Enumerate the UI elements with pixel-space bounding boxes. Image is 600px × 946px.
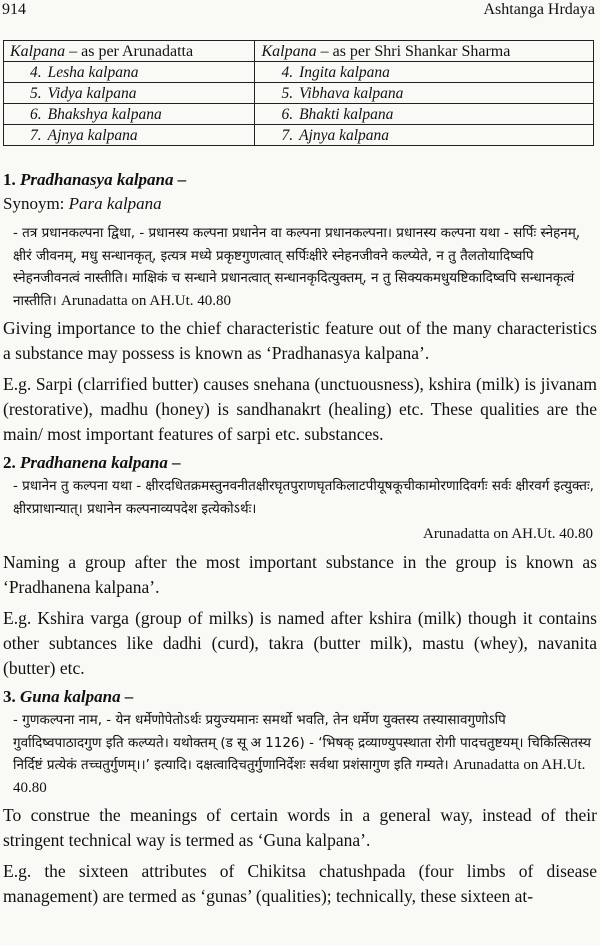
sanskrit-quote xyxy=(13,709,597,799)
heading-text: Pradhanena kalpana – xyxy=(20,453,181,472)
item-number: 4. xyxy=(281,63,294,81)
heading-number: 2. xyxy=(3,453,16,472)
table-cell xyxy=(255,125,594,146)
kalpana-name: Lesha kalpana xyxy=(47,63,139,81)
table-cell xyxy=(4,125,255,146)
table-cell xyxy=(4,83,255,104)
table-cell xyxy=(255,83,594,104)
table-cell xyxy=(255,62,594,83)
section-pradhanena xyxy=(3,451,597,681)
table-cell xyxy=(255,104,594,125)
item-number: 5. xyxy=(30,84,42,102)
table-cell xyxy=(4,62,255,83)
heading-number: 3. xyxy=(3,687,16,706)
item-number: 7. xyxy=(281,126,294,144)
table-header-cell: Kalpana – as per Shri Shankar Sharma xyxy=(255,41,594,62)
kalpana-name: Bhakti kalpana xyxy=(299,105,394,123)
running-title: Ashtanga Hrdaya xyxy=(483,1,595,18)
heading-text: Pradhanasya kalpana – xyxy=(20,170,187,189)
synonym-line xyxy=(3,192,597,216)
quote-source: Arunadatta on AH.Ut. 40.80 xyxy=(13,757,586,796)
item-number: 7. xyxy=(30,126,42,144)
table-row xyxy=(4,83,594,104)
heading-text: Guna kalpana – xyxy=(20,687,134,706)
sanskrit-quote xyxy=(13,222,597,312)
table-row xyxy=(4,62,594,83)
kalpana-name: Ajnya kalpana xyxy=(47,126,138,144)
synonym-value: Para kalpana xyxy=(68,194,162,213)
paragraph: E.g. Kshira varga (group of milks) is named after kshira (milk) though it contains other subtances like dadhi (curd), takra (butter milk), mastu (whey), navanita (butter) etc. xyxy=(3,608,597,678)
paragraph: E.g. Sarpi (clarrified butter) causes snehana (unctuousness), kshira (milk) is jivanam (restorative), madhu (honey) is sandhanakrt (healing) etc. These qualities are the main/ most important features of sarpi etc. substances. xyxy=(3,374,597,444)
paragraph: To construe the meanings of certain words in a general way, instead of their stringent technical way is termed as ‘Guna kalpana’. xyxy=(3,805,597,850)
table-header-cell: Kalpana – as per Arunadatta xyxy=(4,41,255,62)
section-pradhanasya xyxy=(3,168,597,447)
table-cell xyxy=(4,104,255,125)
kalpana-name: Ajnya kalpana xyxy=(299,126,390,144)
kalpana-name: Vidya kalpana xyxy=(47,84,137,102)
kalpana-name: Vibhava kalpana xyxy=(299,84,404,102)
section-heading xyxy=(3,451,597,475)
kalpana-comparison-table xyxy=(3,40,594,146)
table-row xyxy=(4,104,594,125)
section-heading xyxy=(3,685,597,709)
item-number: 6. xyxy=(30,105,42,123)
section-guna xyxy=(3,685,597,909)
sanskrit-quote: - प्रधानेन तु कल्पना यथा - क्षीरदधितक्रमस्तुनवनीतक्षीरघृतपुराणघृतकिलाटपीयूषकूचीकामोरणादिवर्गः सर्वः क्षीरवर्ग इत्युक्तः, क्षीरप्राधान्यात्। प्रधानेन कल्पनाव्यपदेश इत्येकोऽर्थः। xyxy=(13,478,594,517)
paragraph: E.g. the sixteen attributes of Chikitsa chatushpada (four limbs of disease management) are termed as ‘gunas’ (qualities); technically, these sixteen at- xyxy=(3,861,597,906)
kalpana-name: Ingita kalpana xyxy=(299,63,390,81)
synonym-label: Synoym: xyxy=(3,194,65,213)
item-number: 6. xyxy=(281,105,294,123)
paragraph: Giving importance to the chief characteristic feature out of the many characteristics a substance may possess is known as ‘Pradhanasya kalpana’. xyxy=(3,318,597,363)
heading-number: 1. xyxy=(3,170,16,189)
quote-text: - गुणकल्पना नाम, - येन धर्मेणोपेतोऽर्थः प्रयुज्यमानः समर्थो भवति, तेन धर्मेण युक्तस्य तस्यासावगुणोऽपि गुर्वादिष्वपाठादगुण इति कल्प्यते। यथोक्तम् (ड सू अ 1126) - ‘भिषक् द्रव्याण्युपस्थाता रोगी पादचतुष्टयम्। चिकित्सितस्य निर्दिष्टं प्रत्येकं तच्चतुर्गुणम्।।’ इत्यादि। दक्षत्वादिचतुर्गुणानिर्देशः सर्वथा प्रशंसागुण इति गम्यते। xyxy=(13,712,591,773)
section-heading xyxy=(3,168,597,192)
quote-source: Arunadatta on AH.Ut. 40.80 xyxy=(423,526,593,542)
quote-text: - तत्र प्रधानकल्पना द्विधा, - प्रधानस्य कल्पना प्रधानेन वा कल्पना प्रधानकल्पना। प्रधानस्य कल्पना यथा - सर्पिः स्नेहनम्, क्षीरं जीवनम्, मधु सन्धानकृत्, इत्यत्र मध्ये प्रकृष्टगुणत्वात् सर्पिःक्षीरे स्नेहनजीवने कल्प्येते, न तु तैलतोयादिष्वपि स्नेहनजीवनत्वं नास्तीति। माक्षिकं च सन्धाने प्रधानत्वात् सन्धानकृदित्युक्तम्, न तु सिक्यकमधुयष्टिकादिष्वपि सन्धानकृत्वं नास्तीति। xyxy=(13,225,581,309)
table-header-row xyxy=(4,41,594,62)
item-number: 5. xyxy=(281,84,294,102)
page-header xyxy=(0,0,600,26)
quote-source: Arunadatta on AH.Ut. 40.80 xyxy=(61,292,232,309)
page-number: 914 xyxy=(2,1,26,18)
table-row xyxy=(4,125,594,146)
kalpana-name: Bhakshya kalpana xyxy=(47,105,162,123)
item-number: 4. xyxy=(30,63,42,81)
paragraph: Naming a group after the most important substance in the group is known as ‘Pradhanena kalpana’. xyxy=(3,552,597,597)
page-body xyxy=(3,168,597,909)
